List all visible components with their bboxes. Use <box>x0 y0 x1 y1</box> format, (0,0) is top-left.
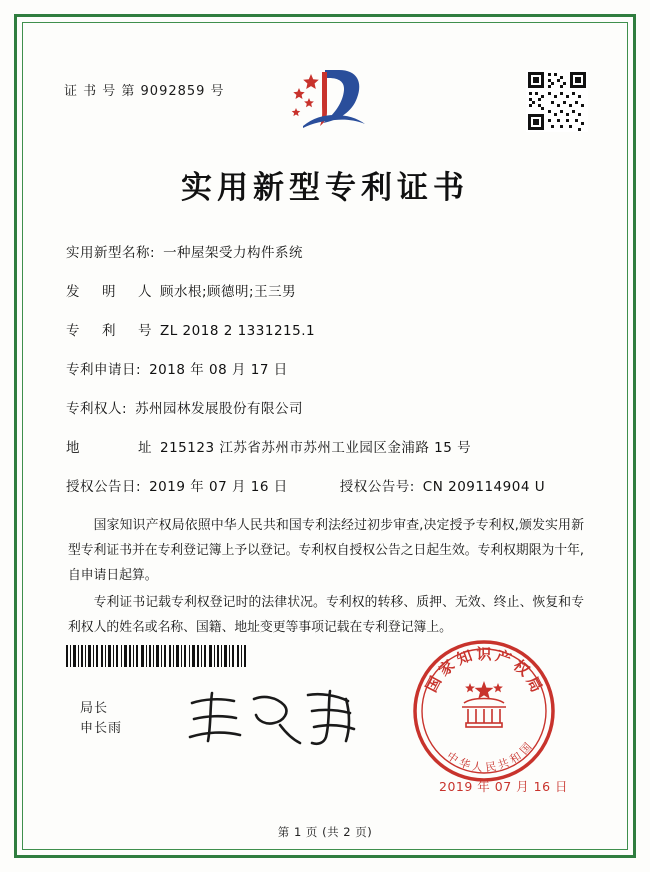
cnipa-logo-icon <box>265 60 385 136</box>
field-label-grant-date: 授权公告日: <box>66 479 142 495</box>
field-label: 地址 <box>66 440 152 456</box>
svg-text:产: 产 <box>493 646 514 669</box>
field-row-patentee <box>66 397 586 417</box>
director-name: 申长雨 <box>80 721 123 737</box>
field-value-grant-date: 2019 年 07 月 16 日 <box>149 479 288 495</box>
field-value: 顾水根;顾德明;王三男 <box>160 284 297 300</box>
field-list <box>40 241 610 495</box>
certificate-number: 证 书 号 第 9092859 号 <box>64 84 225 99</box>
director-block <box>80 699 122 739</box>
director-label: 局长 <box>80 701 109 716</box>
field-row-patent-number <box>66 319 586 339</box>
certificate-content <box>40 40 610 842</box>
field-value: 215123 江苏省苏州市苏州工业园区金浦路 15 号 <box>160 440 472 456</box>
legal-text <box>40 514 610 641</box>
svg-text:和: 和 <box>507 749 524 767</box>
field-value: 2018 年 08 月 17 日 <box>149 362 288 378</box>
field-label: 发明人 <box>66 284 152 300</box>
seal-date: 2019 年 07 月 16 日 <box>439 779 568 794</box>
handwritten-signature-icon <box>180 685 380 751</box>
field-label-grant-number: 授权公告号: <box>339 479 415 495</box>
svg-text:国: 国 <box>517 740 535 758</box>
svg-text:共: 共 <box>495 756 511 773</box>
legal-paragraph-1: 国家知识产权局依照中华人民共和国专利法经过初步审查,决定授予专利权,颁发实用新型专利证书并在专利登记簿上予以登记。专利权自授权公告之日起生效。专利权期限为十年,自申请日起算。 <box>68 518 584 583</box>
official-seal-icon <box>410 637 558 785</box>
field-value-grant-number: CN 209114904 U <box>422 479 546 495</box>
barcode-icon <box>66 645 246 667</box>
page-title: 实用新型专利证书 <box>181 170 469 206</box>
grant-number-group <box>340 475 545 495</box>
field-label: 实用新型名称: <box>66 245 156 261</box>
field-value: 苏州园林发展股份有限公司 <box>135 401 304 417</box>
field-label: 专利号 <box>66 323 152 339</box>
page-footer: 第 1 页 (共 2 页) <box>277 825 373 839</box>
svg-text:华: 华 <box>457 756 473 773</box>
certificate-footer <box>40 637 610 842</box>
svg-text:家: 家 <box>435 656 459 680</box>
field-row-utility-model-name <box>66 241 586 261</box>
field-row-inventor <box>66 280 586 300</box>
field-row-grant-announcement <box>66 475 586 495</box>
svg-text:识: 识 <box>476 645 492 663</box>
svg-text:中: 中 <box>444 749 461 767</box>
field-label: 专利权人: <box>66 401 128 417</box>
field-value: ZL 2018 2 1331215.1 <box>160 323 316 339</box>
svg-text:权: 权 <box>509 656 533 680</box>
field-row-address <box>66 436 586 456</box>
svg-text:局: 局 <box>522 673 546 696</box>
svg-text:人: 人 <box>470 759 484 775</box>
svg-text:国: 国 <box>422 673 446 696</box>
field-row-application-date <box>66 358 586 378</box>
field-value: 一种屋架受力构件系统 <box>163 245 304 261</box>
qr-code-icon <box>526 70 588 132</box>
svg-text:民: 民 <box>484 759 498 775</box>
legal-paragraph-2: 专利证书记载专利权登记时的法律状况。专利权的转移、质押、无效、终止、恢复和专利权人的姓名或名称、国籍、地址变更等事项记载在专利登记簿上。 <box>68 594 584 635</box>
field-label: 专利申请日: <box>66 362 142 378</box>
certificate-header <box>40 40 610 140</box>
svg-text:知: 知 <box>454 646 475 669</box>
